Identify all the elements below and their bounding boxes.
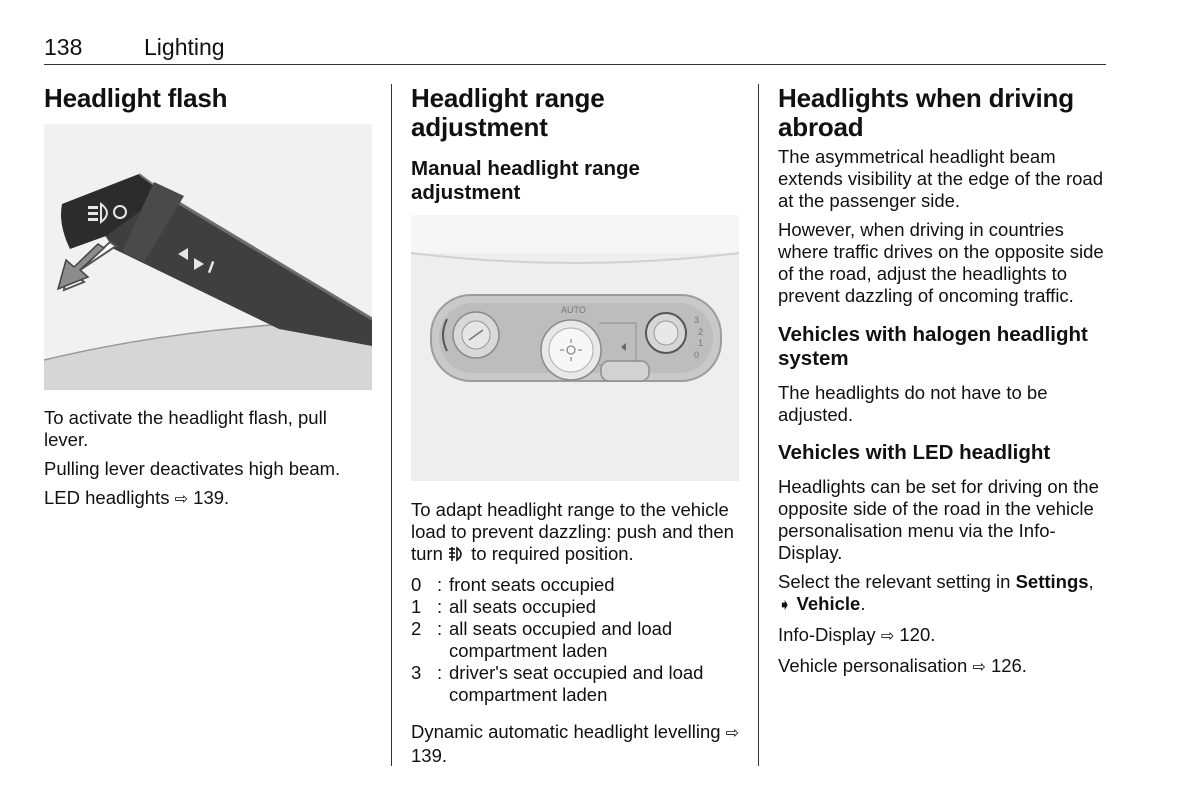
lever-illustration [44, 124, 372, 390]
subheading-halogen: Vehicles with halogen headlight system [778, 323, 1088, 370]
heading-range-adjustment: Headlight range adjustment [411, 83, 605, 142]
settings-menu-label: Settings [1015, 571, 1089, 592]
item-number: 2 [411, 618, 422, 639]
list-item: 1 : all seats occupied [411, 596, 746, 618]
body-text: The headlights do not have to be adjusted. [778, 382, 1048, 425]
item-number: 1 [411, 596, 422, 617]
list-item: 0 : front seats occupied [411, 574, 746, 596]
list-item: 3 : driver's seat occupied and load compartment laden [411, 662, 746, 706]
lever-drawing [44, 124, 372, 390]
item-text: front seats occupied [449, 574, 615, 595]
reference-page: 139. [411, 745, 448, 766]
column-range-adjustment [411, 84, 746, 767]
column-driving-abroad [778, 84, 1113, 679]
reference-text: Info-Display [778, 624, 876, 645]
cross-reference[interactable] [44, 487, 374, 511]
switch-panel-drawing [411, 215, 739, 481]
auto-label: AUTO [561, 305, 586, 315]
item-number: 3 [411, 662, 422, 683]
headlight-range-icon [448, 545, 466, 567]
body-text: However, when driving in countries where traffic drives on the opposite side of the road, adjust the headlights to prevent dazzling of oncoming traffic. [778, 219, 1104, 306]
reference-arrow-icon: ⇨ [174, 491, 189, 508]
cross-reference[interactable] [411, 721, 746, 767]
scale-label: 3 [694, 315, 700, 325]
reference-page: 120. [899, 624, 936, 645]
scale-label: 1 [698, 338, 704, 348]
reference-arrow-icon: ⇨ [725, 725, 740, 742]
column-divider [758, 84, 759, 766]
item-text: driver's seat occupied and load compartment laden [449, 662, 704, 705]
heading-headlight-flash: Headlight flash [44, 83, 228, 113]
settings-instruction: Select the relevant setting in Settings, ➧ Vehicle. [778, 571, 1094, 614]
subheading-led: Vehicles with LED headlight [778, 441, 1051, 464]
item-text: all seats occupied and load compartment laden [449, 618, 673, 661]
instruction-intro: To adapt headlight range to the vehicle load to prevent dazzling: push and then turn [411, 499, 734, 564]
column-headlight-flash [44, 84, 374, 511]
instruction-text: To activate the headlight flash, pull lever. [44, 407, 327, 450]
item-number: 0 [411, 574, 422, 595]
scale-label: 0 [694, 350, 700, 360]
load-position-list [411, 574, 746, 706]
subheading-manual-adjustment: Manual headlight range adjustment [411, 157, 640, 204]
list-item: 2 : all seats occupied and load compartment laden [411, 618, 746, 662]
instruction-outro: to required position. [471, 543, 634, 564]
switch-panel-illustration [411, 215, 739, 481]
item-text: all seats occupied [449, 596, 597, 617]
instruction-text [411, 499, 746, 567]
menu-arrow-icon: ➧ [778, 597, 792, 614]
cross-reference[interactable] [778, 655, 1113, 679]
reference-arrow-icon: ⇨ [880, 628, 895, 645]
instruction-text: Pulling lever deactivates high beam. [44, 458, 341, 479]
reference-page: 139. [193, 487, 230, 508]
reference-text: LED headlights [44, 487, 170, 508]
body-text: Headlights can be set for driving on the opposite side of the road in the vehicle personalisation menu via the Info-Display. [778, 476, 1099, 563]
scale-label: 2 [698, 327, 704, 337]
reference-page: 126. [990, 655, 1027, 676]
reference-arrow-icon: ⇨ [972, 659, 986, 676]
page-header [44, 34, 1106, 65]
column-divider [391, 84, 392, 766]
section-title: Lighting [144, 34, 225, 60]
instruction-text: Select the relevant setting in [778, 571, 1011, 592]
body-text: The asymmetrical headlight beam extends visibility at the edge of the road at the passenger side. [778, 146, 1103, 211]
page-number: 138 [44, 34, 83, 60]
vehicle-menu-label: Vehicle [796, 593, 861, 614]
reference-text: Vehicle personalisation [778, 655, 968, 676]
reference-text: Dynamic automatic headlight levelling [411, 721, 721, 742]
heading-driving-abroad: Headlights when driving abroad [778, 83, 1074, 142]
cross-reference[interactable] [778, 624, 1113, 648]
